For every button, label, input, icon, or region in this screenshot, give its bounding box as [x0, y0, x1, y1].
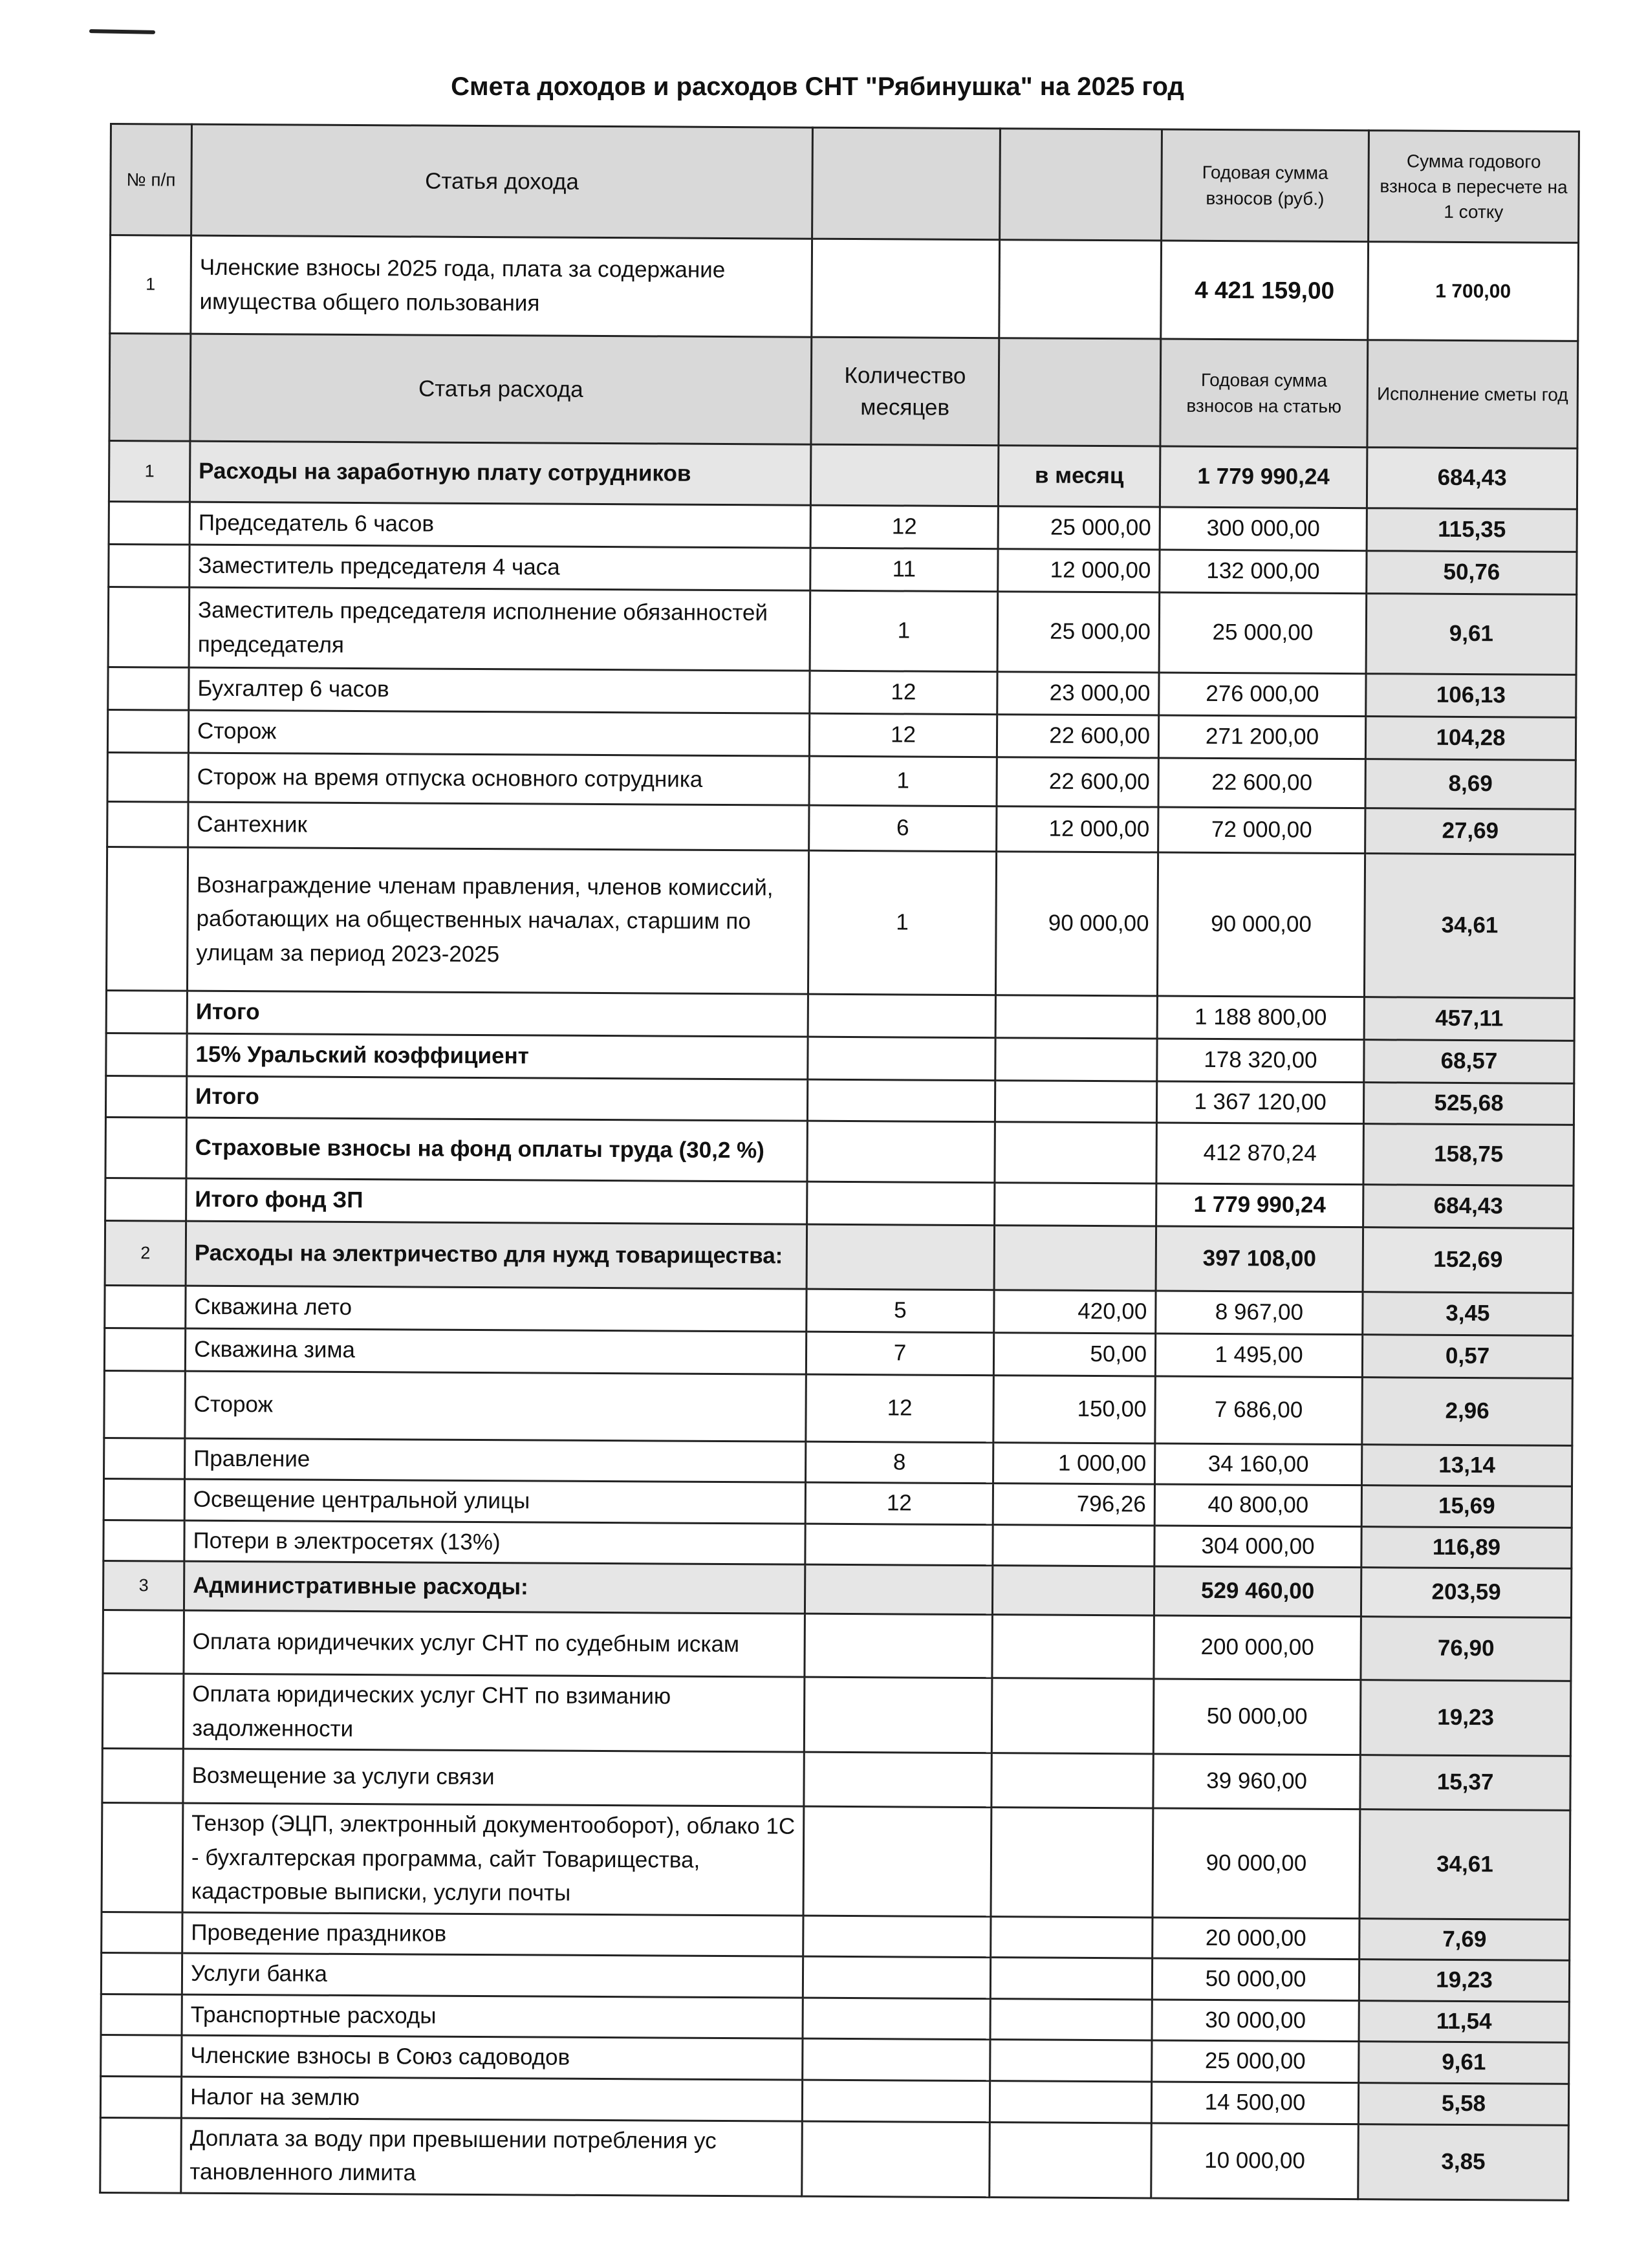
row-annual-sum: 90 000,00 — [1153, 1808, 1360, 1918]
row-months: 12 — [809, 713, 997, 757]
section-row — [103, 1561, 1571, 1617]
row-monthly-price: 12 000,00 — [997, 806, 1158, 852]
row-article: Потери в электросетях (13%) — [184, 1520, 805, 1565]
row-execution: 3,85 — [1358, 2124, 1569, 2200]
row-execution: 5,58 — [1358, 2082, 1568, 2125]
row-months: 12 — [805, 1482, 993, 1524]
total-row — [105, 1075, 1574, 1124]
row-monthly-price — [995, 1081, 1156, 1123]
row-annual-sum: 50 000,00 — [1153, 1679, 1361, 1755]
row-months: 6 — [809, 805, 997, 852]
table-row — [105, 1285, 1573, 1335]
row-execution: 15,69 — [1361, 1485, 1572, 1528]
row-monthly-price — [995, 995, 1157, 1039]
row-monthly-price: 23 000,00 — [997, 672, 1159, 715]
header-empty — [812, 127, 1001, 240]
row-execution: 525,68 — [1363, 1083, 1574, 1125]
row-monthly-price: 25 000,00 — [997, 592, 1160, 673]
row-monthly-price — [990, 1958, 1152, 2000]
row-monthly-price — [990, 2122, 1152, 2198]
row-annual-sum: 22 600,00 — [1158, 758, 1365, 808]
row-execution: 15,37 — [1360, 1755, 1570, 1811]
header-empty — [999, 338, 1161, 446]
table-row — [101, 1994, 1569, 2042]
row-number — [106, 990, 187, 1033]
row-article: Бухгалтер 6 часов — [189, 667, 810, 713]
header-annual-sum: Годовая сумма взносов (руб.) — [1162, 129, 1369, 242]
row-execution: 457,11 — [1364, 997, 1574, 1041]
row-number — [101, 1994, 182, 2035]
row-execution: 684,43 — [1367, 448, 1577, 510]
row-annual-sum: 72 000,00 — [1158, 807, 1365, 854]
table-row — [106, 847, 1575, 998]
row-execution: 7,69 — [1359, 1918, 1570, 1960]
row-execution: 2,96 — [1362, 1377, 1573, 1445]
row-article: Освещение центральной улицы — [184, 1479, 805, 1524]
row-number — [108, 667, 189, 710]
row-annual-sum: 40 800,00 — [1154, 1484, 1361, 1526]
row-annual-sum: 39 960,00 — [1153, 1754, 1360, 1809]
table-row — [102, 1673, 1571, 1756]
row-monthly-price — [993, 1524, 1154, 1566]
row-article: Сторож — [188, 710, 809, 756]
row-execution: 684,43 — [1363, 1184, 1574, 1228]
row-monthly-price: 90 000,00 — [995, 852, 1158, 996]
row-months — [804, 1752, 991, 1808]
row-monthly-price: 420,00 — [994, 1290, 1156, 1333]
row-article: Возмещение за услуги связи — [183, 1749, 804, 1806]
row-article: Расходы на электричество для нужд товарищества: — [186, 1221, 807, 1289]
row-article: Заместитель председателя 4 часа — [189, 545, 810, 590]
row-number — [100, 2117, 182, 2193]
row-monthly-price — [995, 1121, 1156, 1183]
row-months: 5 — [807, 1289, 994, 1333]
header-expense-article: Статья расхода — [190, 334, 812, 444]
row-monthly-price: 796,26 — [993, 1484, 1154, 1526]
table-row — [104, 1328, 1572, 1378]
header-empty — [1000, 129, 1162, 241]
row-months — [808, 994, 995, 1038]
total-row — [105, 1117, 1574, 1185]
row-number — [106, 1033, 187, 1076]
row-number — [108, 587, 189, 667]
row-article: Сторож — [185, 1371, 807, 1442]
income-annual-sum: 4 421 159,00 — [1161, 241, 1369, 340]
table-row — [100, 2076, 1568, 2125]
table-row — [102, 1748, 1570, 1810]
row-annual-sum: 300 000,00 — [1160, 507, 1367, 551]
row-months — [808, 1037, 995, 1081]
table-row — [101, 1952, 1569, 2001]
row-annual-sum: 34 160,00 — [1155, 1443, 1362, 1485]
row-number — [102, 1912, 182, 1953]
header-execution: Исполнение сметы год — [1367, 340, 1578, 449]
row-article: Сантехник — [188, 802, 809, 850]
row-article: Скважина лето — [186, 1286, 807, 1332]
row-annual-sum: 10 000,00 — [1151, 2122, 1359, 2199]
header-expense-sum: Годовая сумма взносов на статью — [1160, 339, 1368, 448]
row-months — [803, 2038, 990, 2080]
row-annual-sum: 25 000,00 — [1152, 2040, 1359, 2082]
row-months: 12 — [810, 505, 998, 549]
row-number — [103, 1520, 184, 1561]
row-months — [807, 1079, 995, 1121]
row-number — [100, 2076, 181, 2118]
row-annual-sum: 1 779 990,24 — [1156, 1183, 1363, 1227]
table-row — [108, 587, 1577, 675]
header-num: № п/п — [111, 124, 192, 236]
table-row — [108, 667, 1576, 717]
row-months: 1 — [810, 590, 998, 672]
row-months: 12 — [810, 671, 997, 715]
table-row — [100, 2117, 1569, 2200]
row-execution: 76,90 — [1361, 1617, 1572, 1681]
row-number — [103, 1610, 184, 1674]
row-months: 11 — [810, 548, 998, 592]
row-article: Расходы на заработную плату сотрудников — [189, 441, 810, 505]
row-annual-sum: 276 000,00 — [1159, 673, 1366, 717]
row-months — [803, 1806, 991, 1916]
row-execution: 19,23 — [1360, 1680, 1571, 1756]
row-article: Страховые взносы на фонд оплаты труда (30,2 %) — [186, 1118, 807, 1182]
row-months — [807, 1224, 995, 1290]
income-num: 1 — [110, 235, 191, 334]
total-row — [106, 1033, 1574, 1083]
table-row — [107, 752, 1575, 809]
row-execution: 106,13 — [1366, 674, 1576, 718]
row-annual-sum: 397 108,00 — [1156, 1226, 1363, 1291]
row-execution: 3,45 — [1363, 1291, 1573, 1335]
row-execution: 34,61 — [1364, 854, 1575, 999]
row-months — [804, 1677, 992, 1753]
budget-table — [99, 123, 1580, 2201]
row-execution: 9,61 — [1359, 2042, 1569, 2084]
row-number — [107, 801, 188, 847]
row-months: 12 — [806, 1374, 994, 1443]
row-number — [107, 752, 188, 802]
row-execution: 11,54 — [1359, 2000, 1569, 2042]
row-execution: 27,69 — [1365, 808, 1575, 855]
row-annual-sum: 25 000,00 — [1159, 592, 1367, 674]
total-row — [106, 990, 1574, 1041]
expense-header-row — [109, 334, 1578, 449]
income-row — [110, 235, 1579, 341]
row-months — [810, 444, 998, 506]
row-number — [102, 1748, 183, 1803]
row-execution: 50,76 — [1367, 551, 1577, 595]
table-row — [109, 544, 1577, 594]
row-monthly-price — [991, 1916, 1153, 1958]
row-number — [103, 1478, 184, 1520]
row-annual-sum: 1 495,00 — [1155, 1333, 1362, 1377]
row-number — [109, 501, 189, 545]
row-monthly-price — [991, 1753, 1153, 1808]
row-article: Правление — [185, 1438, 806, 1483]
row-months: 8 — [806, 1442, 993, 1484]
table-row — [103, 1610, 1571, 1681]
row-months — [805, 1524, 993, 1566]
row-annual-sum: 90 000,00 — [1157, 852, 1365, 997]
row-execution: 13,14 — [1361, 1444, 1572, 1486]
row-months — [805, 1564, 992, 1615]
row-monthly-price — [995, 1182, 1156, 1226]
income-header-row — [111, 124, 1579, 243]
row-article: Сторож на время отпуска основного сотрудника — [188, 753, 809, 805]
row-number — [101, 1952, 182, 1994]
row-execution: 152,69 — [1363, 1227, 1574, 1293]
row-monthly-price: 50,00 — [993, 1332, 1155, 1376]
row-annual-sum: 8 967,00 — [1156, 1290, 1363, 1334]
table-row — [103, 1478, 1572, 1527]
row-number: 3 — [103, 1561, 184, 1610]
row-number — [105, 1178, 186, 1221]
row-monthly-price — [991, 1808, 1153, 1917]
row-monthly-price — [991, 1678, 1154, 1754]
row-monthly-price — [990, 2080, 1151, 2122]
row-article: Итого — [186, 1076, 807, 1121]
row-annual-sum: 14 500,00 — [1151, 2081, 1358, 2124]
section-row — [109, 441, 1577, 510]
row-article: Налог на землю — [181, 2077, 802, 2121]
page-title: Смета доходов и расходов СНТ "Рябинушка" на 2025 год — [451, 72, 1184, 101]
row-execution: 19,23 — [1359, 1960, 1569, 2002]
row-months: 1 — [809, 756, 997, 806]
row-article: Административные расходы: — [184, 1561, 805, 1614]
row-execution: 116,89 — [1361, 1526, 1572, 1568]
row-article: Проведение праздников — [182, 1912, 803, 1957]
header-months: Количество месяцев — [811, 337, 999, 446]
row-number — [105, 1285, 186, 1328]
row-execution: 68,57 — [1364, 1040, 1574, 1084]
row-annual-sum: 412 870,24 — [1156, 1122, 1363, 1184]
income-per-sotka: 1 700,00 — [1368, 242, 1579, 341]
row-annual-sum: 178 320,00 — [1157, 1039, 1364, 1083]
table-row — [104, 1370, 1573, 1445]
header-per-sotka: Сумма годового взноса в пересчете на 1 сотку — [1369, 131, 1579, 243]
row-months — [803, 1916, 991, 1958]
table-row — [102, 1912, 1570, 1960]
row-number — [101, 2035, 182, 2076]
row-article: Итого фонд ЗП — [186, 1178, 807, 1224]
row-annual-sum: 7 686,00 — [1155, 1376, 1363, 1444]
section-row — [105, 1220, 1573, 1293]
row-article: Оплата юридичечких услуг СНТ по судебным искам — [184, 1610, 805, 1677]
row-number — [109, 544, 189, 587]
empty-cell — [999, 240, 1162, 339]
row-article: Итого — [187, 991, 808, 1037]
header-income-article: Статья дохода — [191, 124, 813, 239]
row-execution: 115,35 — [1367, 508, 1577, 552]
row-number — [105, 1075, 186, 1117]
row-monthly-price — [992, 1566, 1154, 1615]
row-months — [803, 1998, 990, 2040]
row-number — [106, 847, 188, 991]
table-row — [101, 2035, 1569, 2083]
row-execution: 34,61 — [1359, 1809, 1570, 1919]
row-article: Услуги банка — [182, 1953, 803, 1998]
row-annual-sum: 132 000,00 — [1160, 550, 1367, 594]
table-row — [107, 801, 1575, 854]
row-article: Тензор (ЭЦП, электронный документооборот), облако 1С - бухгалтерская программа, сайт Товарищества, кадастровые выписки, услуги почты — [182, 1803, 804, 1916]
row-number — [102, 1802, 183, 1912]
row-number — [105, 1117, 186, 1178]
row-monthly-price — [990, 2040, 1152, 2082]
row-monthly-price — [995, 1038, 1157, 1081]
row-monthly-price: 1 000,00 — [993, 1442, 1155, 1484]
row-number — [102, 1673, 184, 1749]
total-row — [105, 1178, 1574, 1228]
row-annual-sum: 200 000,00 — [1154, 1615, 1361, 1680]
row-monthly-price — [994, 1225, 1156, 1290]
row-months — [803, 1956, 990, 1998]
row-annual-sum: 50 000,00 — [1152, 1958, 1359, 2000]
row-months — [802, 2121, 990, 2198]
row-number — [107, 709, 188, 753]
row-monthly-price: в месяц — [998, 446, 1160, 507]
row-months: 1 — [808, 850, 996, 995]
header-empty — [109, 334, 191, 442]
row-execution: 203,59 — [1361, 1568, 1571, 1618]
scan-mark — [89, 29, 155, 34]
row-annual-sum: 1 188 800,00 — [1157, 996, 1364, 1040]
row-annual-sum: 304 000,00 — [1154, 1525, 1361, 1567]
table-row — [103, 1520, 1572, 1568]
row-article: Вознаграждение членам правления, членов комиссий, работающих на общественных началах, старшим по улицам за период 2023-2025 — [187, 847, 808, 994]
row-number — [104, 1438, 185, 1479]
table-row — [109, 501, 1577, 552]
row-article: Членские взносы в Союз садоводов — [182, 2035, 803, 2080]
row-monthly-price: 25 000,00 — [998, 506, 1160, 550]
row-article: Заместитель председателя исполнение обязанностей председателя — [189, 587, 810, 671]
table-row — [104, 1438, 1572, 1486]
row-number: 1 — [109, 441, 189, 502]
table-row — [102, 1802, 1570, 1919]
row-monthly-price: 22 600,00 — [997, 715, 1158, 758]
row-execution: 9,61 — [1366, 594, 1577, 675]
row-annual-sum: 1 367 120,00 — [1156, 1081, 1363, 1123]
row-number — [104, 1370, 186, 1438]
row-execution: 0,57 — [1362, 1334, 1572, 1378]
row-annual-sum: 20 000,00 — [1153, 1917, 1359, 1959]
row-number — [104, 1328, 185, 1371]
row-annual-sum: 529 460,00 — [1154, 1566, 1361, 1617]
empty-cell — [812, 239, 1000, 338]
row-number: 2 — [105, 1220, 186, 1286]
income-article: Членские взносы 2025 года, плата за содержание имущества общего пользования — [191, 235, 812, 337]
row-monthly-price: 12 000,00 — [998, 549, 1160, 592]
row-article: Скважина зима — [185, 1328, 806, 1374]
row-months — [802, 2080, 990, 2122]
row-article: Доплата за воду при превышении потребления ус тановленного лимита — [181, 2118, 803, 2196]
row-article: Транспортные расходы — [182, 1994, 803, 2039]
row-monthly-price: 22 600,00 — [997, 757, 1158, 807]
row-monthly-price — [990, 1998, 1152, 2040]
row-execution: 104,28 — [1365, 717, 1575, 761]
row-execution: 158,75 — [1363, 1123, 1574, 1185]
row-annual-sum: 271 200,00 — [1158, 715, 1365, 759]
row-monthly-price: 150,00 — [993, 1375, 1156, 1443]
row-annual-sum: 1 779 990,24 — [1160, 446, 1367, 508]
row-monthly-price — [992, 1615, 1154, 1679]
row-months: 7 — [806, 1332, 993, 1376]
row-article: 15% Уральский коэффициент — [187, 1033, 808, 1079]
row-execution: 8,69 — [1365, 759, 1575, 810]
row-article: Оплата юридических услуг СНТ по взиманию задолженности — [183, 1674, 805, 1752]
table-row — [107, 709, 1575, 760]
row-annual-sum: 30 000,00 — [1152, 1999, 1359, 2041]
row-months — [807, 1182, 995, 1226]
row-months — [805, 1614, 993, 1678]
row-article: Председатель 6 часов — [189, 502, 810, 548]
row-months — [807, 1121, 995, 1183]
